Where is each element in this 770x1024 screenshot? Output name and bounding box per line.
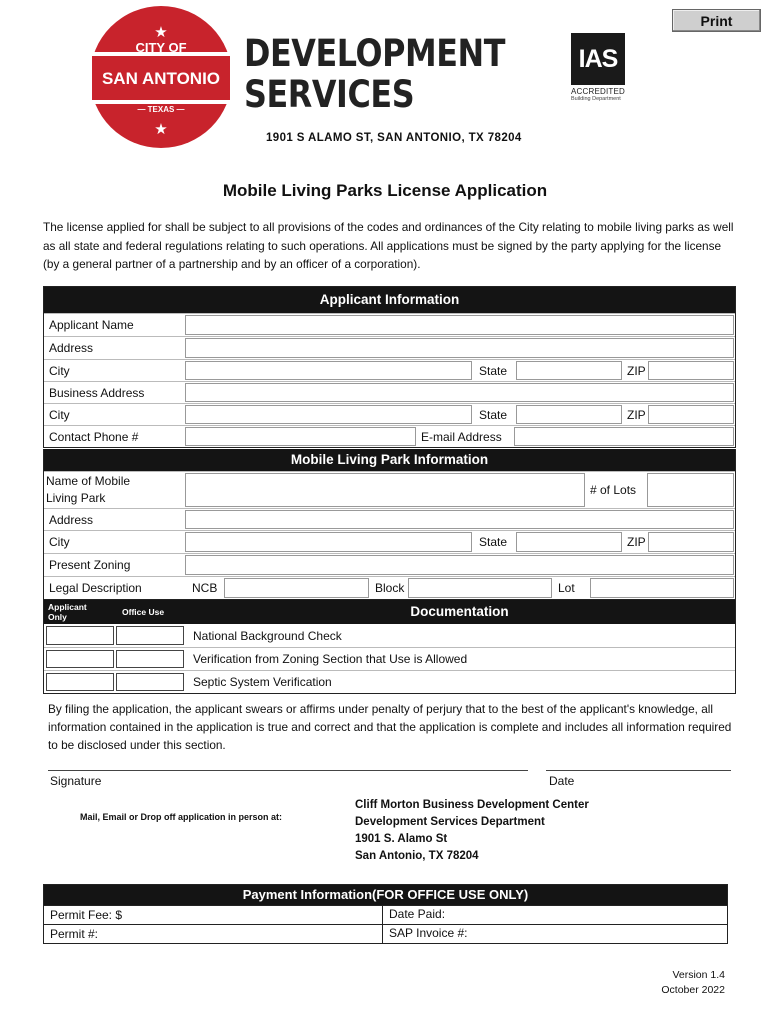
signature-line[interactable] (48, 770, 528, 771)
park-name-label (44, 472, 184, 508)
lots-label: # of Lots (590, 483, 637, 497)
business-city-field[interactable] (185, 405, 472, 424)
park-heading: Mobile Living Park Information (44, 449, 735, 471)
signature-label: Signature (50, 774, 102, 788)
lot-label: Lot (558, 581, 575, 595)
intro-paragraph: The license applied for shall be subject to all provisions of the codes and ordinances of the City relating to mobile living parks as well as all state and federal regulations relating to such operations. All applications must be signed by the party applying for the license (by a general partner of a partnership and by an officer of a corporation). (43, 220, 734, 271)
version-info (661, 968, 725, 998)
applicant-checkbox-zoning[interactable] (46, 650, 114, 668)
park-city-field[interactable] (185, 532, 472, 552)
payment-row-2 (44, 924, 727, 943)
park-address-label: Address (49, 512, 94, 527)
applicant-only-label-line2: Only (48, 612, 67, 622)
park-zip-field[interactable] (648, 532, 734, 552)
contact-row (44, 425, 735, 447)
print-button[interactable]: Print (672, 9, 761, 32)
zoning-field[interactable] (185, 555, 734, 575)
ncb-field[interactable] (224, 578, 369, 598)
ias-accreditation-logo (571, 33, 626, 107)
applicant-address-row (44, 336, 735, 359)
applicant-zip-field[interactable] (648, 361, 734, 380)
applicant-state-label: State (479, 363, 508, 378)
mail-address-line3: 1901 S. Alamo St (355, 833, 448, 845)
permit-number-label: Permit #: (50, 927, 99, 941)
park-city-label: City (49, 535, 70, 549)
ncb-label: NCB (192, 581, 218, 595)
zoning-label: Present Zoning (49, 558, 131, 572)
applicant-name-field[interactable] (185, 315, 734, 335)
payment-heading: Payment Information(FOR OFFICE USE ONLY) (44, 885, 727, 905)
legal-description-row (44, 576, 735, 599)
business-city-label: City (49, 407, 70, 422)
ias-logo-mark: IAS (571, 33, 625, 85)
ias-sub-text: Building Department (571, 96, 621, 102)
park-state-field[interactable] (516, 532, 622, 552)
applicant-name-label: Applicant Name (49, 318, 134, 332)
applicant-address-label: Address (49, 341, 94, 355)
business-state-label: State (479, 407, 508, 422)
office-checkbox-zoning[interactable] (116, 650, 184, 668)
business-zip-label: ZIP (627, 407, 646, 422)
doc-item-background-check: National Background Check (193, 628, 342, 643)
mail-address-line1: Cliff Morton Business Development Center (355, 799, 589, 811)
date-line[interactable] (546, 770, 731, 771)
park-name-label-line1: Name of Mobile (46, 474, 131, 488)
payment-section (43, 884, 728, 944)
legal-description-label: Legal Description (49, 581, 142, 595)
applicant-checkbox-background[interactable] (46, 626, 114, 645)
park-city-row (44, 530, 735, 553)
park-zip-label: ZIP (627, 535, 646, 549)
park-address-field[interactable] (185, 510, 734, 529)
applicant-zip-label: ZIP (627, 363, 646, 378)
applicant-section (43, 286, 736, 448)
doc-row-background-check (44, 624, 735, 647)
block-label: Block (375, 581, 405, 595)
contact-phone-label: Contact Phone # (49, 429, 139, 444)
zoning-row (44, 553, 735, 576)
applicant-city-field[interactable] (185, 361, 472, 380)
business-city-row (44, 403, 735, 425)
date-paid-label: Date Paid: (382, 905, 445, 924)
svg-text:★: ★ (154, 121, 168, 138)
park-name-row (44, 471, 735, 508)
office-checkbox-septic[interactable] (116, 673, 184, 691)
payment-row-1 (44, 905, 727, 924)
park-state-label: State (479, 535, 508, 549)
email-field[interactable] (514, 427, 734, 446)
permit-fee-label: Permit Fee: $ (50, 908, 123, 922)
office-use-label: Office Use (122, 607, 165, 617)
doc-item-zoning: Verification from Zoning Section that Use is Allowed (193, 652, 468, 666)
city-seal-logo (88, 4, 234, 150)
date-label: Date (549, 774, 575, 788)
park-section (43, 449, 736, 600)
applicant-heading: Applicant Information (44, 287, 735, 313)
applicant-only-label (48, 602, 87, 622)
documentation-heading: Documentation (410, 604, 509, 619)
applicant-name-row (44, 313, 735, 336)
department-title-line2: SERVICES (244, 73, 415, 116)
business-address-field[interactable] (185, 383, 734, 402)
office-checkbox-background[interactable] (116, 626, 184, 645)
block-field[interactable] (408, 578, 552, 598)
lot-field[interactable] (590, 578, 734, 598)
version-date: October 2022 (661, 984, 725, 996)
header-address: 1901 S ALAMO ST, SAN ANTONIO, TX 78204 (266, 132, 522, 144)
seal-city-name: SAN ANTONIO (101, 69, 221, 88)
mail-address-line4: San Antonio, TX 78204 (355, 850, 479, 862)
seal-state: — TEXAS — (137, 105, 185, 114)
lots-field[interactable] (647, 473, 734, 507)
business-address-row (44, 381, 735, 403)
documentation-header (44, 600, 735, 624)
department-title (244, 33, 505, 115)
seal-city-of: CITY OF (135, 40, 187, 55)
business-zip-field[interactable] (648, 405, 734, 424)
department-title-line1: DEVELOPMENT (244, 32, 506, 75)
doc-item-septic: Septic System Verification (193, 675, 332, 689)
business-state-field[interactable] (516, 405, 622, 424)
ias-accredited-text: ACCREDITED (571, 87, 626, 96)
mail-address-line2: Development Services Department (355, 816, 545, 828)
applicant-state-field[interactable] (516, 361, 622, 380)
mail-address (355, 797, 589, 865)
doc-row-septic (44, 670, 735, 693)
mail-instructions: Mail, Email or Drop off application in person at: (80, 812, 283, 822)
version-number: Version 1.4 (672, 969, 725, 981)
applicant-address-field[interactable] (185, 338, 734, 358)
applicant-checkbox-septic[interactable] (46, 673, 114, 691)
svg-text:★: ★ (154, 24, 168, 41)
applicant-only-label-line1: Applicant (48, 602, 87, 612)
park-name-label-line2: Living Park (46, 491, 106, 505)
documentation-section (43, 599, 736, 694)
email-label: E-mail Address (421, 429, 502, 444)
sap-invoice-label: SAP Invoice #: (382, 924, 468, 943)
page-title: Mobile Living Parks License Application (222, 181, 548, 200)
affirmation-paragraph: By filing the application, the applicant swears or affirms under penalty of perjury that to the best of the applicant's knowledge, all information contained in the application is true and correct and that the application is complete and includes all information required to be disclosed under this section. (48, 702, 732, 753)
contact-phone-field[interactable] (185, 427, 416, 446)
doc-row-zoning (44, 647, 735, 670)
park-name-field[interactable] (185, 473, 585, 507)
applicant-city-label: City (49, 363, 70, 378)
applicant-city-row (44, 359, 735, 381)
business-address-label: Business Address (49, 385, 145, 400)
park-address-row (44, 508, 735, 530)
